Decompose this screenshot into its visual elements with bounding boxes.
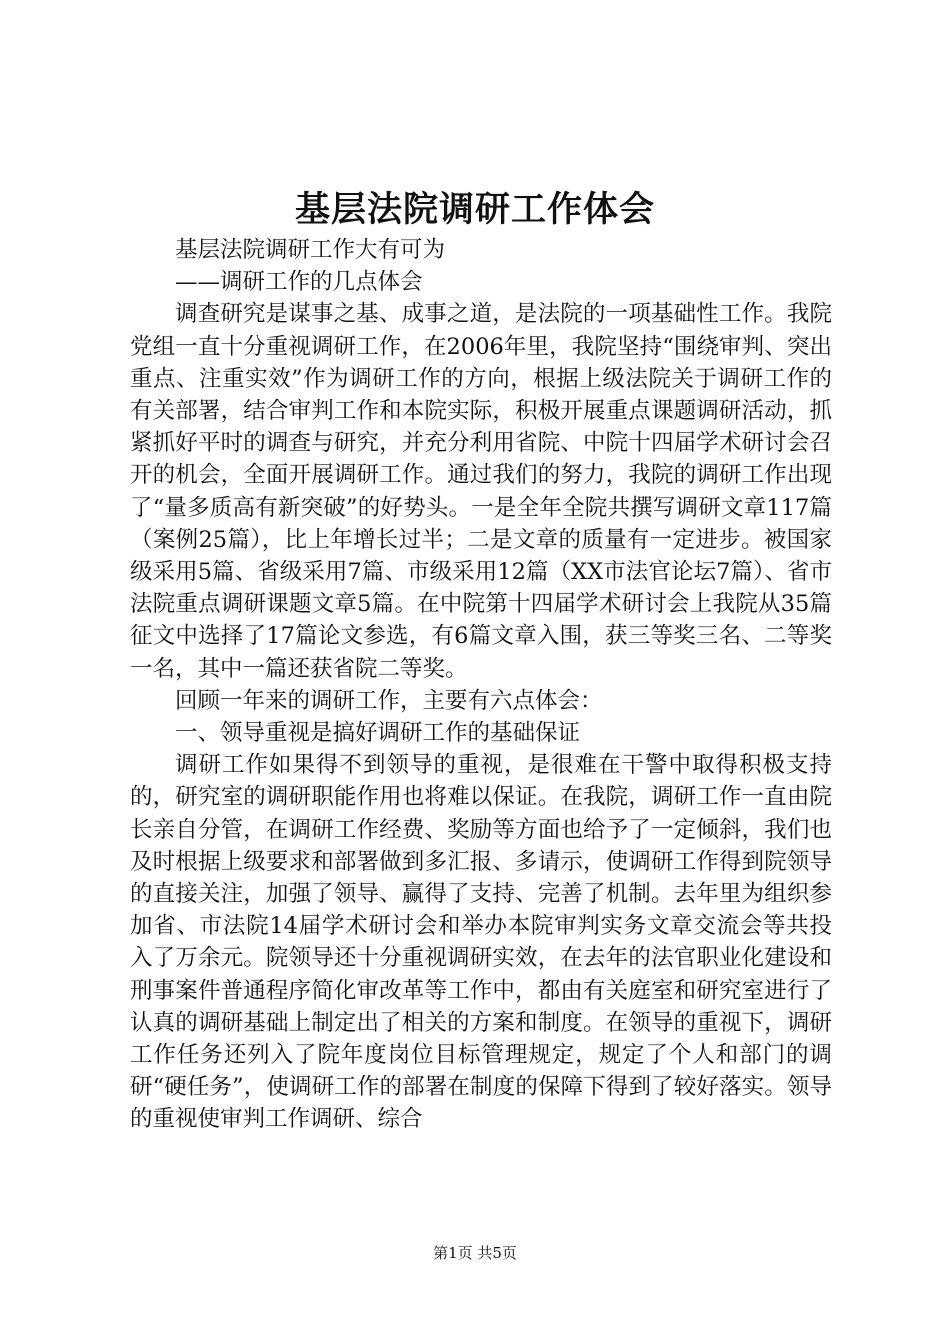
- section-heading-1: 一、领导重视是搞好调研工作的基础保证: [175, 720, 581, 747]
- page-footer: 第1页 共5页: [433, 1244, 517, 1262]
- subtitle-dash-line: ——调研工作的几点体会: [175, 269, 423, 296]
- document-body: [130, 234, 832, 1136]
- paragraph-section-1: 调研工作如果得不到领导的重视，是很难在干警中取得积极支持的，研究室的调研职能作用也将难以保证。在我院，调研工作一直由院长亲自分管，在调研工作经费、奖励等方面也给予了一定倾斜，我们也及时根据上级要求和部署做到多汇报、多请示，使调研工作得到院领导的直接关注，加强了领导、赢得了支持、完善了机制。去年里为组织参加省、市法院14届学术研讨会和举办本院审判实务文章交流会等共投入了万余元。院领导还十分重视调研实效，在去年的法官职业化建设和刑事案件普通程序简化审改革等工作中，都由有关庭室和研究室进行了认真的调研基础上制定出了相关的方案和制度。在领导的重视下，调研工作任务还列入了院年度岗位目标管理规定，规定了个人和部门的调研“硬任务”，使调研工作的部署在制度的保障下得到了较好落实。领导的重视使审判工作调研、综合: [130, 752, 832, 1133]
- subtitle-line: 基层法院调研工作大有可为: [175, 237, 446, 263]
- paragraph-review: 回顾一年来的调研工作，主要有六点体会：: [175, 687, 603, 714]
- document-title: 基层法院调研工作体会: [294, 189, 655, 230]
- paragraph-intro: 调查研究是谋事之基、成事之道，是法院的一项基础性工作。我院党组一直十分重视调研工作，在2006年里，我院坚持“围绕审判、突出重点、注重实效”作为调研工作的方向，根据上级法院关于调研工作的有关部署，结合审判工作和本院实际，积极开展重点课题调研活动，抓紧抓好平时的调查与研究，并充分利用省院、中院十四届学术研讨会召开的机会，全面开展调研工作。通过我们的努力，我院的调研工作出现了“量多质高有新突破”的好势头。一是全年全院共撰写调研文章117篇（案例25篇），比上年增长过半；二是文章的质量有一定进步。被国家级采用5篇、省级采用7篇、市级采用12篇（XX市法官论坛7篇）、省市法院重点调研课题文章5篇。在中院第十四届学术研讨会上我院从35篇征文中选择了17篇论文参选，有6篇文章入围，获三等奖三名、二等奖一名，其中一篇还获省院二等奖。: [130, 301, 832, 682]
